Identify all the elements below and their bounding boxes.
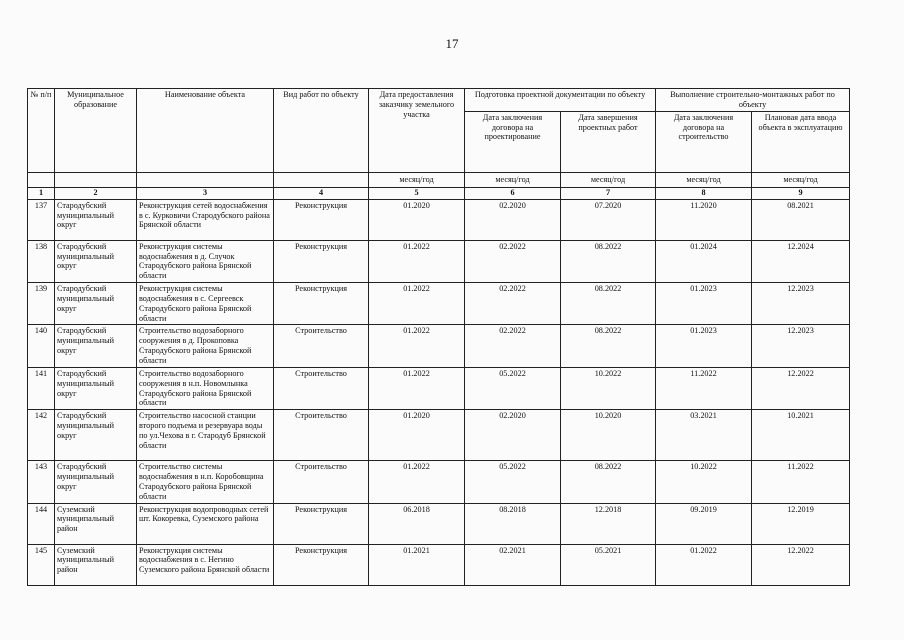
cell-num: 143 [28, 461, 55, 503]
cell-object: Реконструкция водопроводных сетей шт. Кокоревка, Суземского района [137, 503, 274, 544]
cell-land-date: 01.2021 [369, 544, 465, 585]
cell-design-contract: 02.2022 [465, 325, 561, 367]
cell-construction-contract: 11.2020 [656, 199, 752, 240]
cell-object: Реконструкция сетей водоснабжения в с. Курковичи Стародубского района Брянской области [137, 199, 274, 240]
page-number: 17 [445, 36, 459, 51]
cell-design-complete: 10.2022 [561, 367, 656, 409]
cell-design-contract: 05.2022 [465, 461, 561, 503]
header-design-complete: Дата завершения проектных работ [561, 111, 656, 172]
cell-commissioning: 12.2022 [752, 367, 850, 409]
cell-num: 139 [28, 283, 55, 325]
cell-municipality: Суземский муниципальный район [55, 544, 137, 585]
cell-design-complete: 08.2022 [561, 461, 656, 503]
cell-design-contract: 02.2022 [465, 240, 561, 282]
cell-design-contract: 02.2022 [465, 283, 561, 325]
cell-design-complete: 08.2022 [561, 325, 656, 367]
cell-construction-contract: 01.2024 [656, 240, 752, 282]
cell-design-complete: 10.2020 [561, 410, 656, 461]
cell-work-type: Реконструкция [274, 544, 369, 585]
cell-object: Реконструкция системы водоснабжения в с. Негино Суземского района Брянской области [137, 544, 274, 585]
table-row [28, 325, 850, 367]
cell-work-type: Реконструкция [274, 240, 369, 282]
cell-construction-contract: 09.2019 [656, 503, 752, 544]
cell-land-date: 01.2020 [369, 410, 465, 461]
unit-design-complete: месяц/год [561, 172, 656, 187]
col-number: 1 [28, 187, 55, 199]
cell-num: 145 [28, 544, 55, 585]
header-design-contract: Дата заключения договора на проектирование [465, 111, 561, 172]
cell-num: 144 [28, 503, 55, 544]
unit-blank [274, 172, 369, 187]
cell-num: 137 [28, 199, 55, 240]
cell-design-contract: 02.2020 [465, 410, 561, 461]
cell-num: 142 [28, 410, 55, 461]
cell-construction-contract: 03.2021 [656, 410, 752, 461]
table-row [28, 503, 850, 544]
header-num: № п/п [28, 89, 55, 173]
cell-work-type: Строительство [274, 367, 369, 409]
cell-object: Строительство насосной станции второго подъема и резервуара воды по ул.Чехова в г. Стародуб Брянской области [137, 410, 274, 461]
cell-design-contract: 08.2018 [465, 503, 561, 544]
cell-design-complete: 05.2021 [561, 544, 656, 585]
cell-municipality: Стародубский муниципальный округ [55, 199, 137, 240]
unit-blank [28, 172, 55, 187]
col-number: 5 [369, 187, 465, 199]
cell-object: Строительство системы водоснабжения в н.п. Коробовщина Стародубского района Брянской области [137, 461, 274, 503]
cell-construction-contract: 01.2022 [656, 544, 752, 585]
cell-land-date: 01.2022 [369, 325, 465, 367]
cell-construction-contract: 10.2022 [656, 461, 752, 503]
cell-construction-contract: 01.2023 [656, 283, 752, 325]
col-number: 2 [55, 187, 137, 199]
cell-commissioning: 08.2021 [752, 199, 850, 240]
col-number: 6 [465, 187, 561, 199]
unit-design-contract: месяц/год [465, 172, 561, 187]
cell-municipality: Стародубский муниципальный округ [55, 325, 137, 367]
cell-land-date: 01.2022 [369, 367, 465, 409]
cell-design-contract: 05.2022 [465, 367, 561, 409]
cell-commissioning: 12.2023 [752, 283, 850, 325]
cell-num: 141 [28, 367, 55, 409]
cell-municipality: Стародубский муниципальный округ [55, 283, 137, 325]
cell-num: 138 [28, 240, 55, 282]
header-construction-group: Выполнение строительно-монтажных работ по объекту [656, 89, 850, 112]
cell-work-type: Реконструкция [274, 503, 369, 544]
cell-commissioning: 10.2021 [752, 410, 850, 461]
cell-construction-contract: 11.2022 [656, 367, 752, 409]
cell-construction-contract: 01.2023 [656, 325, 752, 367]
cell-land-date: 06.2018 [369, 503, 465, 544]
col-number: 4 [274, 187, 369, 199]
unit-construction-contract: месяц/год [656, 172, 752, 187]
cell-commissioning: 12.2019 [752, 503, 850, 544]
cell-design-complete: 07.2020 [561, 199, 656, 240]
table-row [28, 199, 850, 240]
cell-num: 140 [28, 325, 55, 367]
header-land-date: Дата предоставления заказчику земельного участка [369, 89, 465, 173]
cell-municipality: Стародубский муниципальный округ [55, 367, 137, 409]
table-row [28, 240, 850, 282]
cell-commissioning: 11.2022 [752, 461, 850, 503]
cell-commissioning: 12.2023 [752, 325, 850, 367]
cell-work-type: Строительство [274, 325, 369, 367]
cell-municipality: Стародубский муниципальный округ [55, 461, 137, 503]
cell-design-contract: 02.2021 [465, 544, 561, 585]
cell-land-date: 01.2020 [369, 199, 465, 240]
cell-work-type: Строительство [274, 410, 369, 461]
cell-commissioning: 12.2024 [752, 240, 850, 282]
cell-municipality: Стародубский муниципальный округ [55, 410, 137, 461]
col-number: 3 [137, 187, 274, 199]
cell-land-date: 01.2022 [369, 240, 465, 282]
unit-blank [55, 172, 137, 187]
col-number: 9 [752, 187, 850, 199]
header-object-name: Наименование объекта [137, 89, 274, 173]
table-row [28, 461, 850, 503]
cell-design-complete: 08.2022 [561, 240, 656, 282]
cell-design-complete: 12.2018 [561, 503, 656, 544]
cell-object: Реконструкция системы водоснабжения в д. Случок Стародубского района Брянской области [137, 240, 274, 282]
cell-work-type: Строительство [274, 461, 369, 503]
cell-work-type: Реконструкция [274, 283, 369, 325]
col-number: 8 [656, 187, 752, 199]
table-row [28, 544, 850, 585]
cell-object: Строительство водозаборного сооружения в н.п. Новомлынка Стародубского района Брянской области [137, 367, 274, 409]
cell-work-type: Реконструкция [274, 199, 369, 240]
cell-design-complete: 08.2022 [561, 283, 656, 325]
table-row [28, 410, 850, 461]
header-work-type: Вид работ по объекту [274, 89, 369, 173]
cell-land-date: 01.2022 [369, 461, 465, 503]
cell-design-contract: 02.2020 [465, 199, 561, 240]
unit-commissioning: месяц/год [752, 172, 850, 187]
table-row [28, 367, 850, 409]
header-commissioning: Плановая дата ввода объекта в эксплуатацию [752, 111, 850, 172]
cell-object: Строительство водозаборного сооружения в д. Прокоповка Стародубского района Брянской области [137, 325, 274, 367]
header-construction-contract: Дата заключения договора на строительство [656, 111, 752, 172]
unit-blank [137, 172, 274, 187]
cell-municipality: Суземский муниципальный район [55, 503, 137, 544]
cell-commissioning: 12.2022 [752, 544, 850, 585]
table-row [28, 283, 850, 325]
objects-table [27, 88, 850, 586]
col-number: 7 [561, 187, 656, 199]
cell-object: Реконструкция системы водоснабжения в с. Сергеевск Стародубского района Брянской области [137, 283, 274, 325]
cell-municipality: Стародубский муниципальный округ [55, 240, 137, 282]
header-municipality: Муниципальное образование [55, 89, 137, 173]
unit-land-date: месяц/год [369, 172, 465, 187]
header-design-group: Подготовка проектной документации по объекту [465, 89, 656, 112]
cell-land-date: 01.2022 [369, 283, 465, 325]
